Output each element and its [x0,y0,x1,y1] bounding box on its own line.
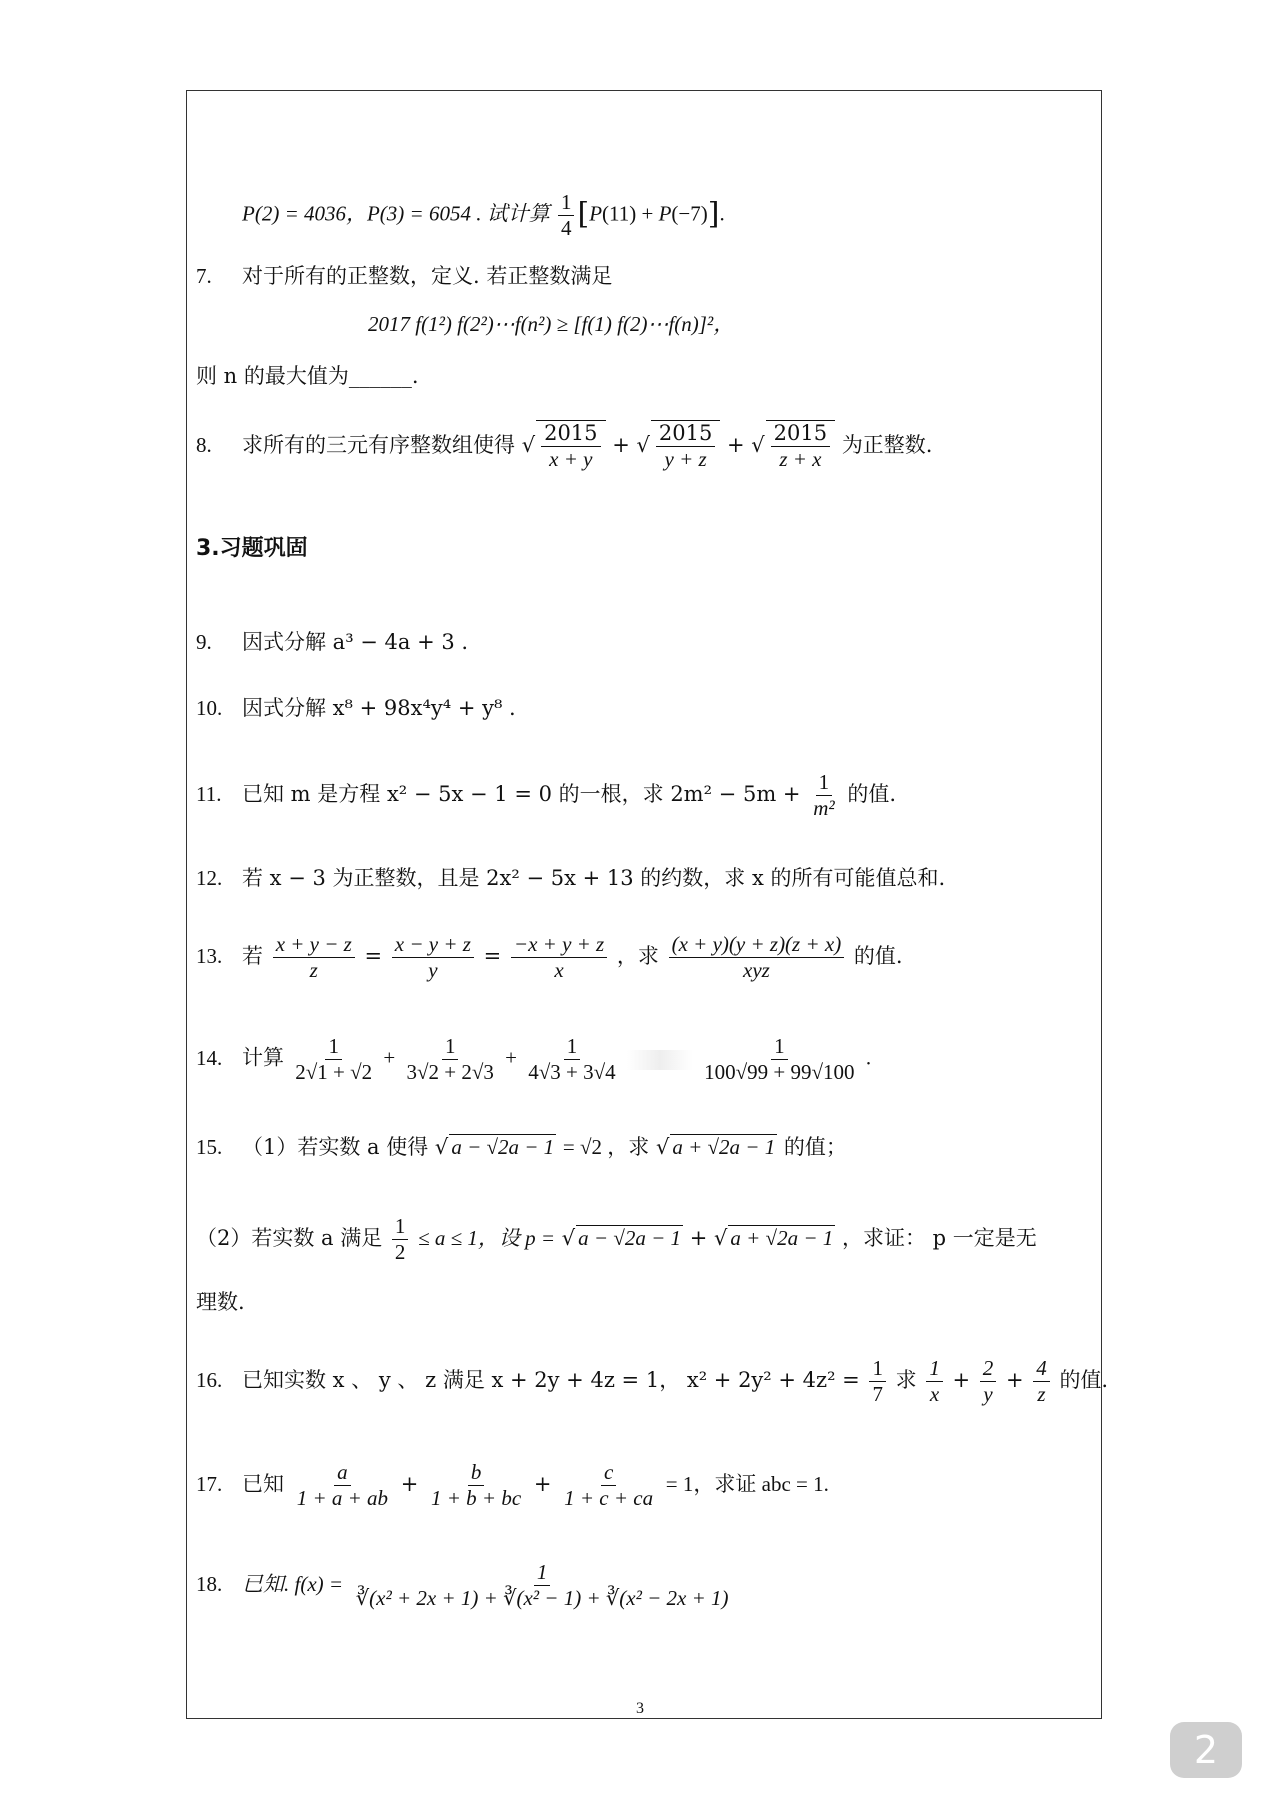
problem-text: 求 [895,1368,917,1393]
problem-text: （2）若实数 a 满足 [196,1226,383,1251]
page-number: 3 [636,1700,644,1717]
problem-15-part2: （2）若实数 a 满足 $\frac{1}{2}$ ≤ a ≤ 1，设 p = √ a − √2a − 1 + √ a + √2a − 1 ，求证： p 一定是无 [196,1214,1037,1265]
problem-6-line: P(2) = 4036，P(3) = 6054 . 试计算 $\frac{1}{4}$ [P(11) + P(−7)]. [242,190,725,241]
problem-text: 若 x − 3 为正整数，且是 2x² − 5x + 13 的约数，求 x 的所有可能值总和. [242,866,946,890]
blurred-ellipsis [627,1050,693,1070]
problem-7-formula: 2017 f(1²) f(2²)⋯f(n²) ≥ [f(1) f(2)⋯f(n)]²， [368,312,735,336]
problem-7 [196,266,612,287]
problem-12 [196,868,945,889]
problem-10 [196,698,516,719]
problem-16: 16. 已知实数 x 、 y 、 z 满足 x + 2y + 4z = 1， x² + 2y² + 4z² = $\frac{1}{7}$ 求 $\frac{1}{x}$ + $\frac{2}{y}$ + $\frac{4}{z}$ 的值. [196,1356,1109,1407]
problem-15: 15. （1）若实数 a 使得 √ a − √2a − 1 = √2 ，求 √ a + √2a − 1 的值； [196,1135,847,1159]
p6-text: P(2) = 4036，P(3) = 6054 . 试计算 [242,201,550,226]
problem-text-end: 的值. [1059,1368,1109,1393]
problem-number: 15. [196,1135,223,1159]
problem-text: 已知 m 是方程 x² − 5x − 1 = 0 的一根，求 2m² − 5m + [242,782,801,807]
problem-number: 14. [196,1045,223,1070]
problem-number: 10. [196,696,223,720]
page-badge[interactable]: 2 [1170,1722,1242,1778]
problem-number: 8. [196,433,212,458]
problem-number: 17. [196,1472,223,1497]
problem-14: 14. 计算 $\frac{1}{2√1 + √2}$ + $\frac{1}{3√2 + 2√3}$ + $\frac{1}{4√3 + 3√4}$ $\frac{1}{100√99 + 99√100}$ . [196,1034,872,1085]
problem-text: 计算 [242,1045,284,1070]
problem-text: 求所有的三元有序整数组使得 [242,433,515,458]
problem-text-end: 的值. [847,782,897,807]
problem-text: = √2 ，求 [562,1135,650,1159]
problem-11: 11. 已知 m 是方程 x² − 5x − 1 = 0 的一根，求 2m² − 5m + $\frac{1}{\text{m²}}$ 的值. [196,770,897,821]
problem-number: 18. [196,1572,223,1597]
problem-9 [196,632,468,653]
problem-text: 已知实数 x 、 y 、 z 满足 x + 2y + 4z = 1， x² + 2y² + 4z² = [242,1368,860,1393]
problem-18: 18. 已知. f(x) = $\frac{1}{\text{∛(x² + 2x + 1) + ∛(x² − 1) + ∛(x² − 2x + 1)}}$ [196,1560,729,1611]
problem-number: 7. [196,264,212,288]
problem-text: 因式分解 x⁸ + 98x⁴y⁴ + y⁸ . [242,696,516,720]
problem-text: ≤ a ≤ 1，设 p = [418,1226,556,1251]
problem-text: 因式分解 a³ − 4a + 3 . [242,630,469,654]
problem-15-tail: 理数. [196,1290,245,1314]
problem-8: 8. 求所有的三元有序整数组使得 √ $\frac{2015}{x + y}$ + √ $\frac{2015}{y + z}$ + √ $\frac{2015}{z + x}$ 为正整数. [196,421,933,472]
problem-number: 13. [196,944,223,969]
problem-7-answer: 则 n 的最大值为______. [196,364,419,388]
problem-text: 已知. f(x) = [242,1572,344,1597]
problem-text: （1）若实数 a 使得 [242,1135,429,1159]
problem-number: 16. [196,1368,223,1393]
problem-text: 已知 [242,1472,284,1497]
problem-17: 17. 已知 $\frac{a}{1 + a + ab}$ + $\frac{b}{1 + b + bc}$ + $\frac{c}{1 + c + ca}$ = 1，求证 abc = 1. [196,1460,829,1511]
problem-text: 若 [242,944,263,969]
problem-text: ，求 [616,944,659,969]
problem-text: ，求证： p 一定是无 [841,1226,1037,1251]
problem-text-end: = 1，求证 abc = 1. [665,1472,829,1497]
fraction-quarter: $\frac{1}{4}$ [558,190,575,241]
problem-text-end: 的值； [783,1135,847,1159]
problem-13: 13. 若 $\frac{x + y - z}{z}$ = $\frac{x - y + z}{y}$ = $\frac{-x + y + z}{x}$ ，求 $\frac{(x + y)(y + z)(z + x)}{\text{xyz}}$ 的值. [196,932,903,983]
problem-text: 对于所有的正整数，定义. 若正整数满足 [242,264,613,288]
problem-number: 9. [196,630,212,654]
problem-text-end: 为正整数. [841,433,933,458]
problem-number: 11. [196,782,222,807]
problem-text-end: 的值. [853,944,903,969]
problem-number: 12. [196,866,223,890]
section-heading: 3.习题巩固 [196,536,308,561]
